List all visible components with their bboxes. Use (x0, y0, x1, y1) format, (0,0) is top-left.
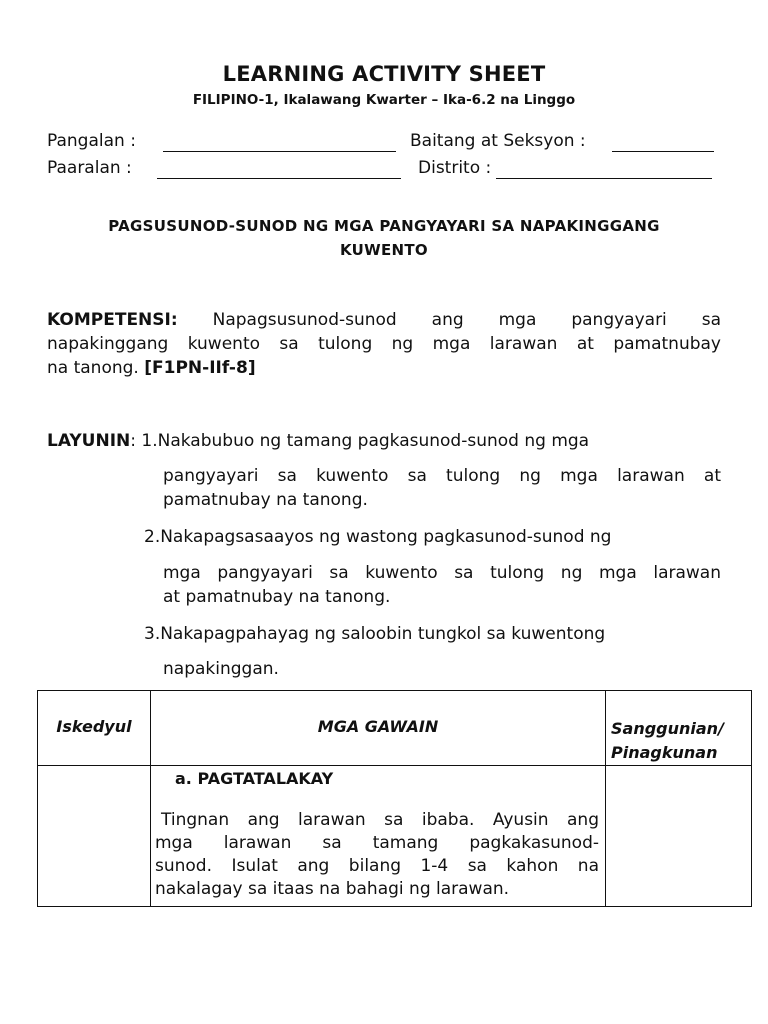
activity-table (37, 690, 752, 907)
table-header-row (38, 691, 752, 766)
kompetensi-paragraph (47, 308, 721, 380)
layunin-item-1-rest (163, 464, 721, 512)
sheet-subtitle: FILIPINO-1, Ikalawang Kwarter – Ika-6.2 na Linggo (192, 92, 576, 108)
row-sanggunian-cell[interactable] (606, 766, 752, 907)
instruction-line-1: Tingnan ang larawan sa ibaba. Ayusin ang (161, 810, 599, 830)
pagtatalakay-heading (151, 766, 605, 788)
distrito-label: Distrito : (418, 158, 492, 178)
section-title: PAGTATALAKAY (197, 769, 334, 788)
layunin-item-2-line-2: mga pangyayari sa kuwento sa tulong ng mga larawan (163, 563, 721, 583)
layunin-item-3-line-2: napakinggan. (163, 659, 279, 679)
topic-line-2: KUWENTO (340, 241, 428, 259)
topic-line-1: PAGSUSUNOD-SUNOD NG MGA PANGYAYARI SA NAPAKINGGANG (108, 217, 660, 235)
sheet-title: LEARNING ACTIVITY SHEET (222, 62, 546, 86)
baitang-label: Baitang at Seksyon : (410, 131, 586, 151)
table-row (38, 766, 752, 907)
instruction-line-2: mga larawan sa tamang pagkakasunod- (155, 833, 599, 853)
layunin-item-2-rest (163, 561, 721, 609)
layunin-item-3-first: 3.Nakapagpahayag ng saloobin tungkol sa kuwentong (144, 624, 606, 644)
paaralan-blank[interactable] (157, 160, 401, 179)
baitang-blank[interactable] (612, 133, 714, 152)
layunin-colon: : (130, 431, 136, 451)
header-iskedyul (38, 691, 151, 766)
header-iskedyul-text: Iskedyul (56, 717, 132, 736)
layunin-item-2-first: 2.Nakapagsasaayos ng wastong pagkasunod-sunod ng (144, 527, 612, 547)
header-sanggunian-line-2: Pinagkunan (611, 743, 718, 762)
layunin-item-1-line-2: pangyayari sa kuwento sa tulong ng mga larawan at (163, 466, 721, 486)
instruction-line-3: sunod. Isulat ang bilang 1-4 sa kahon na (155, 856, 599, 876)
distrito-blank[interactable] (496, 160, 712, 179)
layunin-label: LAYUNIN (47, 431, 131, 451)
row-iskedyul-cell[interactable] (38, 766, 151, 907)
kompetensi-line-2: napakinggang kuwento sa tulong ng mga larawan at pamatnubay (47, 334, 721, 354)
paaralan-label: Paaralan : (47, 158, 132, 178)
topic-heading (46, 214, 722, 262)
header-gawain (151, 691, 606, 766)
layunin-item-1-first (47, 429, 589, 453)
row-gawain-cell (151, 766, 606, 907)
kompetensi-label: KOMPETENSI: (47, 310, 178, 330)
kompetensi-line-3: na tanong. (47, 358, 139, 378)
section-marker: a. (175, 769, 192, 788)
kompetensi-line-1: Napagsusunod-sunod ang mga pangyayari sa (212, 310, 722, 330)
header-sanggunian (606, 691, 752, 766)
kompetensi-code: [F1PN-IIf-8] (144, 358, 256, 378)
instruction-line-4: nakalagay sa itaas na bahagi ng larawan. (155, 879, 510, 899)
layunin-item-1-text: 1.Nakabubuo ng tamang pagkasunod-sunod ng mga (141, 431, 590, 451)
header-gawain-text: MGA GAWAIN (317, 717, 439, 736)
layunin-item-2-line-3: at pamatnubay na tanong. (163, 587, 391, 607)
header-sanggunian-line-1: Sanggunian/ (611, 719, 724, 738)
pangalan-blank[interactable] (163, 133, 396, 152)
layunin-item-1-line-3: pamatnubay na tanong. (163, 490, 368, 510)
pangalan-label: Pangalan : (47, 131, 136, 151)
gawain-instructions (151, 788, 605, 901)
